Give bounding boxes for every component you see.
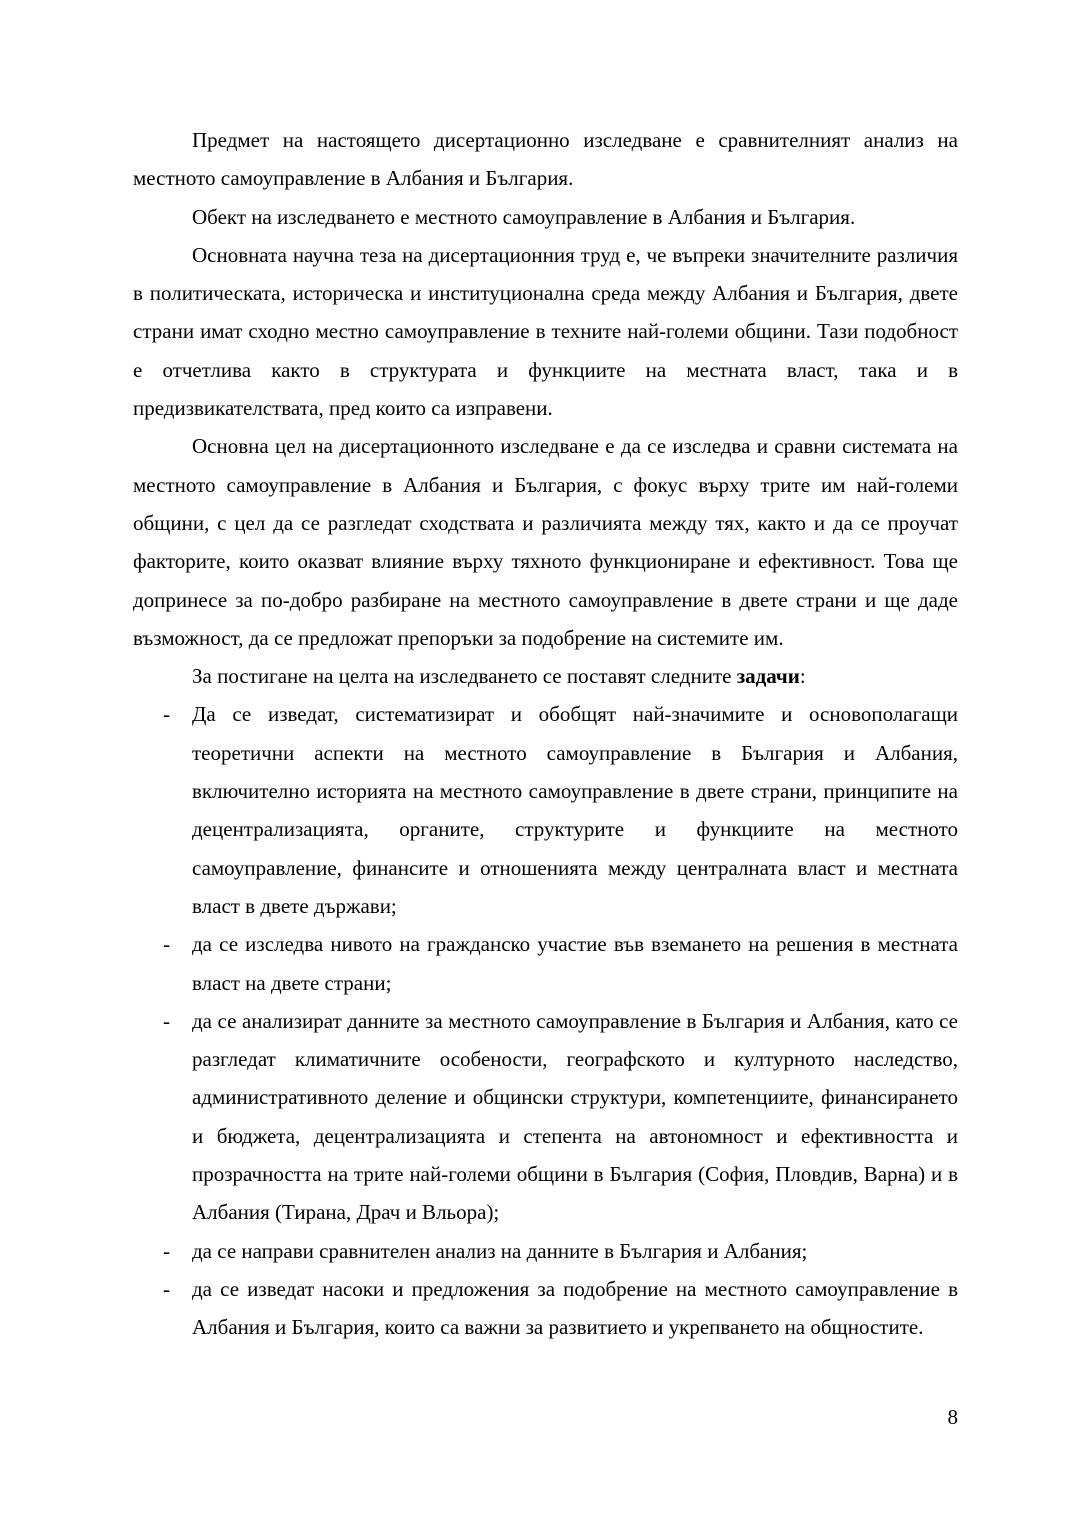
list-dash-marker: - <box>163 1008 170 1033</box>
page-content <box>133 121 958 1347</box>
list-dash-marker: - <box>163 932 170 957</box>
task-text: Да се изведат, систематизират и обобщят най-значимите и основополагащи теоретични аспекти на местното самоуправление в България и Албания, включително историята на местното самоуправление в двете страни, принципите на децентрализацията, органите, структурите и функциите на местното самоуправление, финансите и отношенията между централната власт и местната власт в двете държави; <box>192 702 958 918</box>
list-dash-marker: - <box>163 1276 170 1301</box>
paragraph-tasks-intro <box>133 657 958 695</box>
task-text: да се направи сравнителен анализ на данните в България и Албания; <box>192 1238 808 1263</box>
task-list-item <box>133 1002 958 1232</box>
task-list-item <box>133 925 958 1002</box>
task-text: да се изследва нивото на гражданско участие във вземането на решения в местната власт на двете страни; <box>192 932 958 995</box>
list-dash-marker: - <box>163 1238 170 1263</box>
task-list-item <box>133 1232 958 1270</box>
task-text: да се изведат насоки и предложения за подобрение на местното самоуправление в Албания и България, които са важни за развитието и укрепването на общностите. <box>192 1276 958 1340</box>
page-number: 8 <box>947 1405 958 1429</box>
paragraph-object: Обект на изследването е местното самоуправление в Албания и България. <box>192 204 856 229</box>
tasks-intro-text: За постигане на целта на изследването се поставят следните <box>192 664 737 689</box>
tasks-intro-bold-word: задачи <box>736 664 800 689</box>
paragraph-thesis: Основната научна теза на дисертационния труд е, че въпреки значителните различия в политическата, историческа и институционална среда между Албания и България, двете страни имат сходно местно самоуправление в техните най-големи общини. Тази подобност е отчетлива както в структурата и функциите на местната власт, така и в предизвикателствата, пред които са изправени. <box>133 242 958 421</box>
paragraph-subject: Предмет на настоящето дисертационно изследване е сравнителният анализ на местното самоуправление в Албания и България. <box>133 128 958 191</box>
tasks-intro-colon: : <box>799 664 806 689</box>
list-dash-marker: - <box>163 702 170 727</box>
task-list-item <box>133 695 958 925</box>
task-list-item <box>133 1270 958 1347</box>
paragraph-goal: Основна цел на дисертационното изследване е да се изследва и сравни системата на местното самоуправление в Албания и България, с фокус върху трите им най-големи общини, с цел да се разгледат сходствата и различията между тях, както и да се проучат факторите, които оказват влияние върху тяхното функциониране и ефективност. Това ще допринесе за по-добро разбиране на местното самоуправление в двете страни и ще даде възможност, да се предложат препоръки за подобрение на системите им. <box>133 434 958 650</box>
task-text: да се анализират данните за местното самоуправление в България и Албания, като се разгледат климатичните особености, географското и културното наследство, административното деление и общински структури, компетенциите, финансирането и бюджета, децентрализацията и степента на автономност и ефективността и прозрачността на трите най-големи общини в България (София, Пловдив, Варна) и в Албания (Тирана, Драч и Вльора); <box>192 1008 958 1225</box>
